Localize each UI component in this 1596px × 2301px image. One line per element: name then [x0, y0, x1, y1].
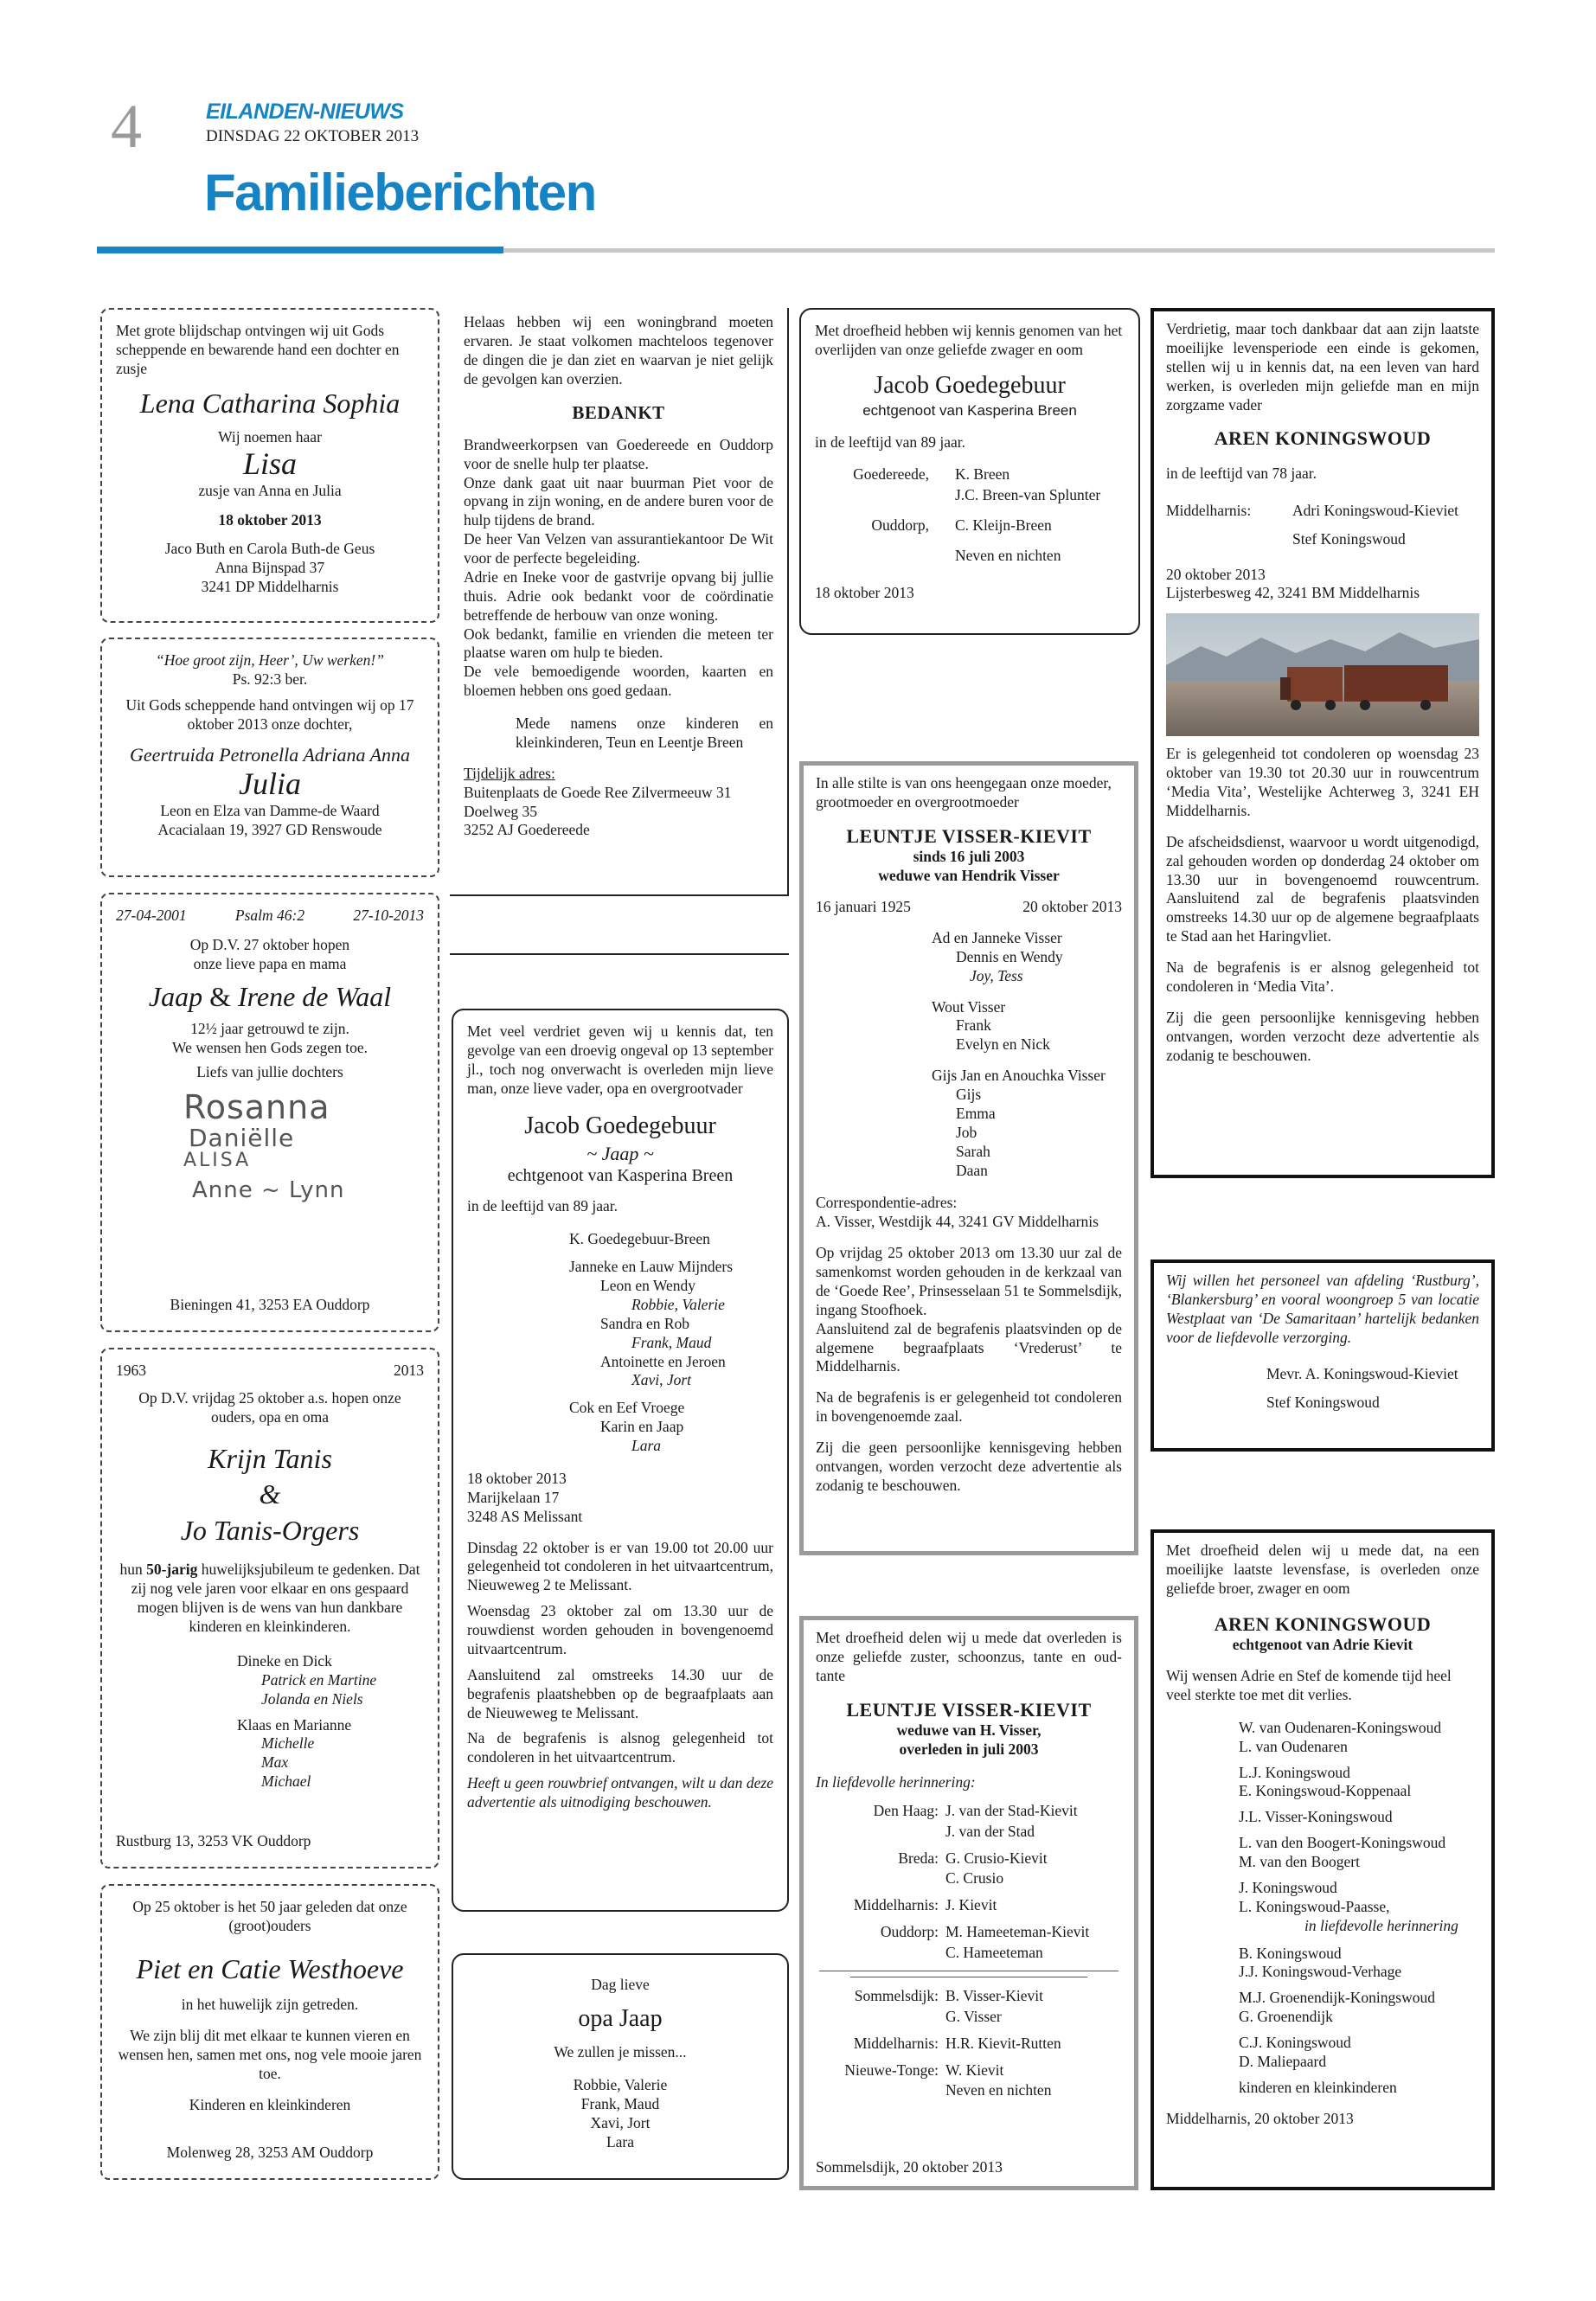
relatives-table — [816, 1986, 1061, 2101]
address-line: Rustburg 13, 3253 VK Ouddorp — [116, 1832, 311, 1850]
ad-text: We wensen hen Gods zegen toe. — [171, 1039, 368, 1057]
child-name: Lena Catharina Sophia — [139, 387, 401, 419]
address-line: A. Visser, Westdijk 44, 3241 GV Middelharnis — [816, 1213, 1099, 1231]
ad-text: Er is gelegenheid tot condoleren op woensdag 23 oktober van 19.30 tot 20.30 uur in rouwcentrum ‘Media Vita’, Westelijke Achterweg 3, 3241 EH Middelharnis. — [1166, 745, 1479, 819]
end-year: 2013 — [394, 1362, 424, 1379]
relative-name — [1239, 1801, 1479, 1808]
deceased-subtitle: overleden in juli 2003 — [899, 1740, 1039, 1758]
ad-text: Dag lieve — [591, 1976, 650, 1993]
place-label: Ouddorp, — [871, 516, 929, 535]
address-line: Lijsterbesweg 42, 3241 BM Middelharnis — [1166, 584, 1420, 602]
ad-text: Op vrijdag 25 oktober 2013 om 13.30 uur zal de samenkomst worden gehouden in de kerkzaal van de ‘Goede Ree’, Prinsesselaan 51 te Sommelsdijk, ingang Stoofhoek. — [816, 1244, 1122, 1318]
page-number: 4 — [111, 92, 142, 161]
child-nickname: Julia — [239, 766, 301, 801]
relative-row — [816, 1943, 1089, 1964]
ad-date: 18 oktober 2013 — [815, 583, 914, 601]
relative-name: K. Goedegebuur-Breen — [569, 1230, 710, 1248]
thanks-ad-samaritaan — [1151, 1259, 1495, 1452]
parents: Leon en Elza van Damme-de Waard — [160, 802, 380, 820]
ad-text: Adrie en Ineke voor de gastvrije opvang bij jullie thuis. Adrie ook bedankt voor de coördinatie betreffende de herbouw van onze woning. — [464, 567, 773, 624]
relative-row — [816, 1822, 1089, 1843]
place-label: Middelharnis: — [853, 1896, 939, 1914]
relative-row — [816, 1868, 1089, 1889]
ad-date: 18 oktober 2013 — [467, 1469, 567, 1487]
relative-name: J.J. Koningswoud-Verhage — [1239, 1963, 1402, 1981]
relative-name: Frank, Maud — [580, 2095, 660, 2113]
ad-text: We zullen je missen... — [554, 2043, 687, 2061]
ad-intro: Verdrietig, maar toch dankbaar dat aan zijn laatste moeilijke levensperiode een einde is gekomen, stellen wij u in kennis dat, na een leven van hard werken, is overleden mijn geliefde man en mijn zorgzame vader — [1166, 320, 1479, 413]
signature-anne-lynn: Anne ~ Lynn — [192, 1177, 345, 1204]
signature-name: Mevr. A. Koningswoud-Kieviet — [1266, 1364, 1458, 1382]
place-label — [816, 1868, 945, 1889]
ad-text: Onze dank gaat uit naar buurman Piet voor de opvang in zijn woning, en de andere buren voor de hulp tijdens de brand. — [464, 473, 773, 529]
ad-text: 12½ jaar getrouwd te zijn. — [190, 1020, 349, 1038]
relative-name — [1239, 1827, 1479, 1834]
relative-name: Joy, Tess — [970, 966, 1023, 984]
place-label: Den Haag: — [873, 1801, 939, 1819]
ampersand: & — [209, 980, 231, 1012]
relative-name: M.J. Groenendijk-Koningswoud — [1239, 1989, 1435, 2007]
ad-text: De heer Van Velzen van assurantiekantoor De Wit voor de perfecte begeleiding. — [464, 530, 773, 567]
birth-ad-julia — [100, 638, 439, 877]
address-line: 3248 AS Melissant — [467, 1507, 583, 1525]
psalm-ref: Psalm 46:2 — [234, 907, 305, 924]
relative-row — [816, 1916, 1089, 1943]
relative-name: Xavi, Jort — [631, 1371, 692, 1389]
couple-name: Jaap — [148, 980, 203, 1012]
signature-danielle: Daniëlle — [189, 1123, 295, 1152]
memorial-text: in liefdevolle herinnering — [1304, 1916, 1458, 1934]
relative-name: Adri Koningswoud-Kieviet — [1292, 501, 1458, 519]
death-ad-visser-kievit — [799, 761, 1138, 1555]
relative-name — [1239, 1872, 1479, 1879]
relative-name: Sarah — [956, 1142, 990, 1160]
ad-text: Na de begrafenis is alsnog gelegenheid tot condoleren in het uitvaartcentrum. — [467, 1729, 773, 1766]
sister-text: zusje van Anna en Julia — [198, 481, 342, 499]
jubilee-years: 50-jarig — [146, 1561, 198, 1579]
relative-name: Neven en nichten — [955, 546, 1061, 564]
issue-date: DINSDAG 22 OKTOBER 2013 — [206, 127, 420, 145]
relatives-list — [1239, 1719, 1479, 1917]
ad-date: Sommelsdijk, 20 oktober 2013 — [816, 2158, 1003, 2176]
relative-name: Robbie, Valerie — [573, 2076, 668, 2094]
section-title: Familieberichten — [204, 163, 596, 221]
birth-date: 18 oktober 2013 — [218, 510, 322, 529]
relative-name: G. Groenendijk — [1239, 2008, 1333, 2026]
deceased-nickname: ~ Jaap ~ — [586, 1142, 654, 1164]
separator-line — [450, 953, 789, 955]
place-label: Goedereede, — [853, 465, 929, 484]
relative-name: Job — [956, 1123, 977, 1141]
ampersand: & — [259, 1478, 281, 1510]
place-label — [816, 1943, 945, 1964]
ad-intro: In alle stilte is van ons heengegaan onze moeder, grootmoeder en overgrootmoeder — [816, 774, 1112, 811]
relative-name: Frank, Maud — [631, 1333, 712, 1351]
relative-name: Stef Koningswoud — [1292, 529, 1406, 548]
birth-ad-lisa — [100, 308, 439, 623]
relative-row — [816, 1986, 1061, 2007]
family-name: Max — [261, 1753, 289, 1772]
family-name: Jolanda en Niels — [261, 1689, 363, 1708]
address-label: Correspondentie-adres: — [816, 1194, 958, 1212]
signature-alisa: ALISA — [183, 1150, 252, 1172]
relative-name — [1239, 2027, 1479, 2034]
header-rule-grey — [503, 248, 1495, 253]
couple-name: Piet en Catie Westhoeve — [136, 1952, 404, 1984]
relative-name: D. Maliepaard — [1239, 2052, 1327, 2070]
ad-text: Woensdag 23 oktober zal om 13.30 uur de rouwdienst worden gehouden in bovengenoemd uitvaartcentrum. — [467, 1602, 773, 1657]
child-name: Geertruida Petronella Adriana Anna — [129, 743, 411, 766]
relative-name: L.J. Koningswoud — [1239, 1763, 1350, 1781]
handwritten-signatures — [183, 1087, 356, 1204]
ad-text: Op 25 oktober is het 50 jaar geleden dat onze (groot)ouders — [132, 1898, 407, 1934]
relative-name: G. Visser — [945, 2007, 1002, 2025]
ad-intro: Met veel verdriet geven wij u kennis dat, ten gevolge van een droevig ongeval op 13 september jl., toch nog onverwacht is overleden mijn lieve man, onze lieve vader, opa en overgrootvader — [467, 1022, 773, 1097]
anniversary-ad-de-waal — [100, 893, 439, 1332]
ad-intro: Met droefheid delen wij u mede dat overleden is onze geliefde zuster, schoonzus, tante en oud-tante — [816, 1629, 1122, 1684]
thanks-ad-breen — [450, 308, 789, 896]
place-label: Sommelsdijk: — [854, 1986, 939, 2004]
ad-text: Helaas hebben wij een woningbrand moeten ervaren. Je staat volkomen machteloos tegenover de dingen die je dan ziet en waarvan je niet gelijk de gevolgen kan overzien. — [464, 313, 773, 388]
ad-text: in het huwelijk zijn getreden. — [181, 1996, 359, 2014]
relative-name — [1239, 1982, 1479, 1989]
relative-name: Frank — [956, 1016, 991, 1035]
anniversary-ad-tanis — [100, 1348, 439, 1868]
place-label: Ouddorp: — [880, 1923, 939, 1941]
farewell-ad-opa-jaap — [452, 1953, 789, 2180]
condolence-ad-goedegebuur — [799, 308, 1140, 635]
place-label — [816, 2080, 945, 2101]
place-label — [816, 2007, 945, 2028]
condolence-ad-visser-kievit — [799, 1616, 1138, 2190]
ad-signature: Mede namens onze kinderen en kleinkinderen, Teun en Leentje Breen — [516, 715, 773, 751]
relative-name: J. van der Stad-Kievit — [945, 1801, 1078, 1819]
ad-text: Liefs van jullie dochters — [196, 1062, 343, 1080]
relative-name: G. Crusio-Kievit — [945, 1849, 1048, 1867]
deceased-name: Jacob Goedegebuur — [874, 371, 1066, 399]
address-line: Molenweg 28, 3253 AM Ouddorp — [166, 2144, 374, 2162]
signature-rosanna: Rosanna — [183, 1087, 330, 1126]
truck-photo — [1166, 613, 1479, 736]
ad-text: We zijn blij dit met elkaar te kunnen vieren en wensen hen, samen met ons, nog vele mooie jaren toe. — [118, 2027, 422, 2082]
ad-text: Zij die geen persoonlijke kennisgeving hebben ontvangen, worden verzocht deze advertentie als zodanig te beschouwen. — [816, 1439, 1122, 1494]
header-rule-blue — [97, 247, 503, 253]
ad-text: Aansluitend zal de begrafenis plaatsvinden op de algemene begraafplaats ‘Vrederust’ te Middelharnis. — [816, 1319, 1122, 1375]
relative-name: Gijs — [956, 1086, 982, 1103]
relative-name: Janneke en Lauw Mijnders — [569, 1258, 734, 1276]
relative-name: J. Koningswoud — [1239, 1878, 1337, 1896]
relative-name: Antoinette en Jeroen — [600, 1352, 726, 1370]
age-text: in de leeftijd van 89 jaar. — [467, 1197, 618, 1215]
condolence-ad-koningswoud — [1151, 1529, 1495, 2190]
ad-intro: Met droefheid delen wij u mede dat, na een moeilijke laatste levensfase, is overleden onze geliefde broer, zwager en oom — [1166, 1541, 1479, 1597]
address-line: Anna Bijnspad 37 — [215, 559, 325, 577]
relative-row — [816, 1801, 1089, 1822]
relative-name: Wout Visser — [932, 997, 1006, 1016]
relative-row — [816, 1889, 1089, 1916]
ad-text: Aansluitend zal omstreeks 14.30 uur de begrafenis plaatshebben op de begraafplaats aan de Nieuweweg te Melissant. — [467, 1665, 773, 1721]
relative-name: Daan — [956, 1161, 988, 1179]
relative-name: Gijs Jan en Anouchka Visser — [932, 1067, 1106, 1085]
relative-name: B. Visser-Kievit — [945, 1986, 1043, 2004]
parents: Jaco Buth en Carola Buth-de Geus — [164, 540, 375, 558]
death-ad-koningswoud — [1151, 308, 1495, 1178]
anniversary-ad-westhoeve — [100, 1884, 439, 2180]
newspaper-logo: EILANDEN-NIEUWS — [206, 99, 404, 124]
relative-name: L. van Oudenaren — [1239, 1737, 1348, 1755]
spouse-text: echtgenoot van Kasperina Breen — [507, 1166, 734, 1186]
relative-name: B. Koningswoud — [1239, 1944, 1342, 1962]
relative-name: L. Koningswoud-Paasse, — [1239, 1897, 1390, 1915]
ad-text: Na de begrafenis is er gelegenheid tot condoleren in bovengenoemde zaal. — [816, 1388, 1122, 1426]
relative-name: Lara — [631, 1437, 662, 1455]
call-text: Wij noemen haar — [218, 428, 322, 446]
ad-intro: Met droefheid hebben wij kennis genomen van het overlijden van onze geliefde zwager en oom — [815, 322, 1123, 358]
ad-date: 20 oktober 2013 — [1166, 565, 1266, 583]
quote-ref: Ps. 92:3 ber. — [232, 670, 308, 688]
ad-text: Na de begrafenis is er alsnog gelegenheid tot condoleren in ‘Media Vita’. — [1166, 958, 1479, 995]
address-line: Acacialaan 19, 3927 GD Renswoude — [157, 821, 382, 839]
ad-text: Brandweerkorpsen van Goedereede en Ouddorp voor de snelle hulp ter plaatse. — [464, 435, 773, 472]
address-line: 3252 AJ Goedereede — [464, 821, 590, 839]
relative-name: Leon en Wendy — [600, 1277, 696, 1295]
ad-text: De vele bemoedigende woorden, kaarten en bloemen hebben ons goed gedaan. — [464, 663, 773, 700]
age-text: in de leeftijd van 89 jaar. — [815, 433, 965, 452]
relative-name: W. van Oudenaren-Koningswoud — [1239, 1718, 1442, 1736]
ad-text: onze lieve papa en mama — [193, 954, 347, 972]
start-date: 27-04-2001 — [116, 907, 187, 924]
relative-name: C. Crusio — [945, 1869, 1004, 1888]
relative-name — [1239, 2072, 1479, 2079]
family-name: Klaas en Marianne — [237, 1715, 352, 1734]
family-name: Michelle — [261, 1734, 315, 1753]
deceased-name: Jacob Goedegebuur — [524, 1112, 716, 1139]
address-line: Buitenplaats de Goede Ree Zilvermeeuw 31 — [464, 783, 732, 801]
birth-date: 16 januari 1925 — [816, 898, 911, 915]
ad-text: Dinsdag 22 oktober is er van 19.00 tot 20.00 uur gelegenheid tot condoleren in het uitvaartcentrum, Nieuweweg 2 te Melissant. — [467, 1538, 773, 1594]
relative-row — [816, 2080, 1061, 2101]
relative-name: E. Koningswoud-Koppenaal — [1239, 1782, 1412, 1800]
family-name: Michael — [261, 1772, 311, 1791]
deceased-name: AREN KONINGSWOUD — [1214, 1612, 1432, 1635]
ad-text: Op D.V. 27 oktober hopen — [189, 935, 350, 953]
spouse-text: echtgenoot van Adrie Kievit — [1232, 1636, 1413, 1654]
ad-text: Ook bedankt, familie en vrienden die meteen ter plaatse waren om hulp te bieden. — [464, 625, 773, 662]
place-label: Nieuwe-Tonge: — [844, 2061, 939, 2079]
relative-name: K. Breen — [955, 465, 1010, 484]
relatives-table — [816, 1801, 1089, 1964]
signature-name: Stef Koningswoud — [1266, 1394, 1380, 1412]
relative-name: C. Hameeteman — [945, 1944, 1043, 1961]
ad-text: Heeft u geen rouwbrief ontvangen, wilt u dan deze advertentie als uitnodiging beschouwen. — [467, 1774, 773, 1811]
death-date: 20 oktober 2013 — [1022, 898, 1122, 915]
place-label: Breda: — [898, 1849, 939, 1867]
deceased-name: opa Jaap — [578, 2004, 663, 2032]
ad-text: Op D.V. vrijdag 25 oktober a.s. hopen onze ouders, opa en oma — [138, 1388, 401, 1426]
couple-name: Irene de Waal — [237, 980, 392, 1012]
relative-row — [816, 2054, 1061, 2081]
address-label: Tijdelijk adres: — [464, 764, 555, 782]
ad-text: De afscheidsdienst, waarvoor u wordt uitgenodigd, zal gehouden worden op donderdag 24 oktober om 13.30 uur in bovengenoemd rouwcentrum. Aansluitend zal de begrafenis plaatsvinden omstreeks 14.30 uur op de algemene begraafplaats te Stad aan het Haringvliet. — [1166, 832, 1479, 945]
ad-text: hun 50-jarig huwelijksjubileum te gedenken. Dat zij nog vele jaren voor elkaar en ons gespaard mogen blijven is de wens van hun dankbare kinderen en kleinkinderen. — [119, 1561, 420, 1636]
relative-row — [816, 1843, 1089, 1869]
deceased-name: AREN KONINGSWOUD — [1214, 427, 1432, 450]
relative-name: M. Hameeteman-Kievit — [945, 1923, 1090, 1941]
relative-name — [1239, 1757, 1479, 1764]
relative-name: J. Kievit — [945, 1896, 997, 1914]
start-year: 1963 — [116, 1362, 146, 1379]
place-label: Middelharnis: — [1166, 501, 1252, 519]
ad-date: Middelharnis, 20 oktober 2013 — [1166, 2109, 1354, 2127]
relative-name: J.C. Breen-van Splunter — [955, 486, 1101, 504]
family-name: Dineke en Dick — [237, 1651, 332, 1670]
address-line: Bieningen 41, 3253 EA Ouddorp — [170, 1296, 370, 1314]
relative-name: Sandra en Rob — [600, 1314, 690, 1332]
couple-name: Jo Tanis-Orgers — [180, 1514, 360, 1546]
relative-name: kinderen en kleinkinderen — [1239, 2078, 1397, 2096]
deceased-subtitle: sinds 16 juli 2003 — [913, 848, 1025, 866]
address-line: Marijkelaan 17 — [467, 1488, 560, 1506]
family-name: Patrick en Martine — [261, 1670, 377, 1689]
relative-name: W. Kievit — [945, 2061, 1004, 2079]
deceased-name: LEUNTJE VISSER-KIEVIT — [846, 1698, 1092, 1721]
ad-intro: Met grote blijdschap ontvingen wij uit Gods scheppende en bewarende hand een dochter en zusje — [116, 322, 400, 377]
relative-name: Robbie, Valerie — [631, 1295, 725, 1313]
relative-name: Emma — [956, 1104, 996, 1122]
address-line: Doelweg 35 — [464, 802, 538, 820]
relative-name: Karin en Jaap — [600, 1418, 684, 1436]
relative-name: Lara — [606, 2132, 635, 2150]
relative-name: Dennis en Wendy — [956, 947, 1063, 965]
relative-name: H.R. Kievit-Rutten — [945, 2034, 1061, 2052]
ad-text: Wij wensen Adrie en Stef de komende tijd heel veel sterkte toe met dit verlies. — [1166, 1667, 1452, 1703]
deceased-subtitle: weduwe van H. Visser, — [896, 1721, 1042, 1740]
ad-text: Kinderen en kleinkinderen — [189, 2095, 351, 2113]
address-line: 3241 DP Middelharnis — [201, 578, 339, 596]
child-nickname: Lisa — [242, 446, 298, 482]
thanks-title: BEDANKT — [572, 401, 665, 423]
relative-name: Xavi, Jort — [590, 2113, 651, 2131]
ad-text: Zij die geen persoonlijke kennisgeving hebben ontvangen, worden verzocht deze advertentie als zodanig te beschouwen. — [1166, 1008, 1479, 1064]
quote: “Hoe groot zijn, Heer’, Uw werken!” — [156, 651, 384, 669]
relatives-list — [1239, 1945, 1479, 2098]
place-label — [816, 1822, 945, 1843]
death-ad-goedegebuur — [452, 1009, 789, 1912]
place-label: Middelharnis: — [853, 2034, 939, 2052]
relative-name: J.L. Visser-Koningswoud — [1239, 1808, 1393, 1826]
relative-name: C. Kleijn-Breen — [955, 516, 1052, 535]
relative-name: J. van der Stad — [945, 1822, 1035, 1840]
memorial-text: In liefdevolle herinnering: — [816, 1772, 976, 1791]
deceased-subtitle: weduwe van Hendrik Visser — [878, 867, 1060, 885]
relative-name: C.J. Koningswoud — [1239, 2034, 1351, 2051]
relative-name: Neven en nichten — [945, 2081, 1052, 2099]
relative-row — [816, 2007, 1061, 2028]
relative-name: M. van den Boogert — [1239, 1853, 1360, 1870]
relative-name: Ad en Janneke Visser — [932, 928, 1062, 946]
couple-name: Krijn Tanis — [208, 1442, 332, 1474]
relative-name: L. van den Boogert-Koningswoud — [1239, 1834, 1446, 1852]
relative-row — [816, 2028, 1061, 2054]
spouse-text: echtgenoot van Kasperina Breen — [862, 402, 1077, 420]
end-date: 27-10-2013 — [353, 907, 424, 924]
relative-name: Evelyn en Nick — [956, 1035, 1050, 1054]
age-text: in de leeftijd van 78 jaar. — [1166, 464, 1317, 482]
deceased-name: LEUNTJE VISSER-KIEVIT — [846, 824, 1092, 847]
ad-intro: Uit Gods scheppende hand ontvingen wij op 17 oktober 2013 onze dochter, — [125, 695, 414, 733]
relative-name: Cok en Eef Vroege — [569, 1399, 685, 1417]
ad-text: Wij willen het personeel van afdeling ‘Rustburg’, ‘Blankersburg’ en vooral woongroep 5 van locatie Westplaat van ‘De Samaritaan’ hartelijk bedanken voor de liefdevolle verzorging. — [1166, 1272, 1479, 1346]
